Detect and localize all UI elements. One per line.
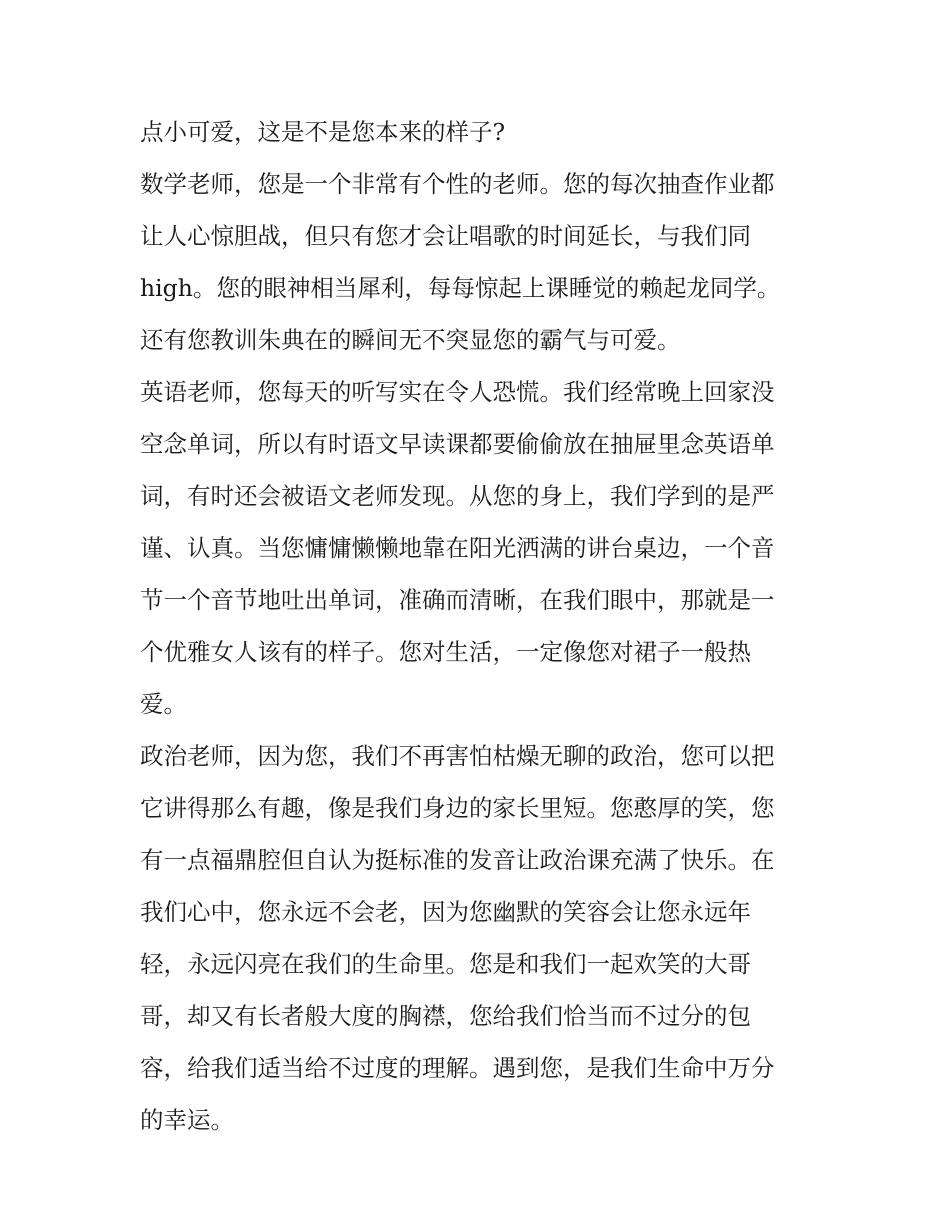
text-line: 我们心中，您永远不会老，因为您幽默的笑容会让您永远年 [140, 898, 751, 926]
text-line: 词，有时还会被语文老师发现。从您的身上，我们学到的是严 [140, 482, 775, 510]
text-line: 它讲得那么有趣，像是我们身边的家长里短。您憨厚的笑，您 [140, 794, 775, 822]
text-line: 有一点福鼎腔但自认为挺标准的发音让政治课充满了快乐。在 [140, 846, 775, 874]
text-line: 节一个音节地吐出单词，准确而清晰，在我们眼中，那就是一 [140, 586, 775, 614]
text-line: 个优雅女人该有的样子。您对生活，一定像您对裙子一般热 [140, 638, 751, 666]
text-line: high。您的眼神相当犀利，每每惊起上课睡觉的赖起龙同学。 [140, 274, 781, 302]
text-line: 让人心惊胆战，但只有您才会让唱歌的时间延长，与我们同 [140, 222, 751, 250]
text-line: 轻，永远闪亮在我们的生命里。您是和我们一起欢笑的大哥 [140, 950, 751, 978]
document-body [140, 106, 812, 1146]
text-line: 谨、认真。当您慵慵懒懒地靠在阳光洒满的讲台桌边，一个音 [140, 534, 775, 562]
text-line: 空念单词，所以有时语文早读课都要偷偷放在抽屉里念英语单 [140, 430, 775, 458]
text-line: 还有您教训朱典在的瞬间无不突显您的霸气与可爱。 [140, 326, 681, 354]
text-line: 政治老师，因为您，我们不再害怕枯燥无聊的政治，您可以把 [140, 742, 775, 770]
text-line: 容，给我们适当给不过度的理解。遇到您，是我们生命中万分 [140, 1054, 775, 1082]
text-line: 点小可爱，这是不是您本来的样子? [140, 118, 506, 146]
text-line: 英语老师，您每天的听写实在令人恐慌。我们经常晚上回家没 [140, 378, 775, 406]
text-line: 的幸运。 [140, 1106, 234, 1134]
text-line: 数学老师，您是一个非常有个性的老师。您的每次抽查作业都 [140, 170, 775, 198]
text-line: 哥，却又有长者般大度的胸襟，您给我们恰当而不过分的包 [140, 1002, 751, 1030]
text-line: 爱。 [140, 690, 187, 718]
